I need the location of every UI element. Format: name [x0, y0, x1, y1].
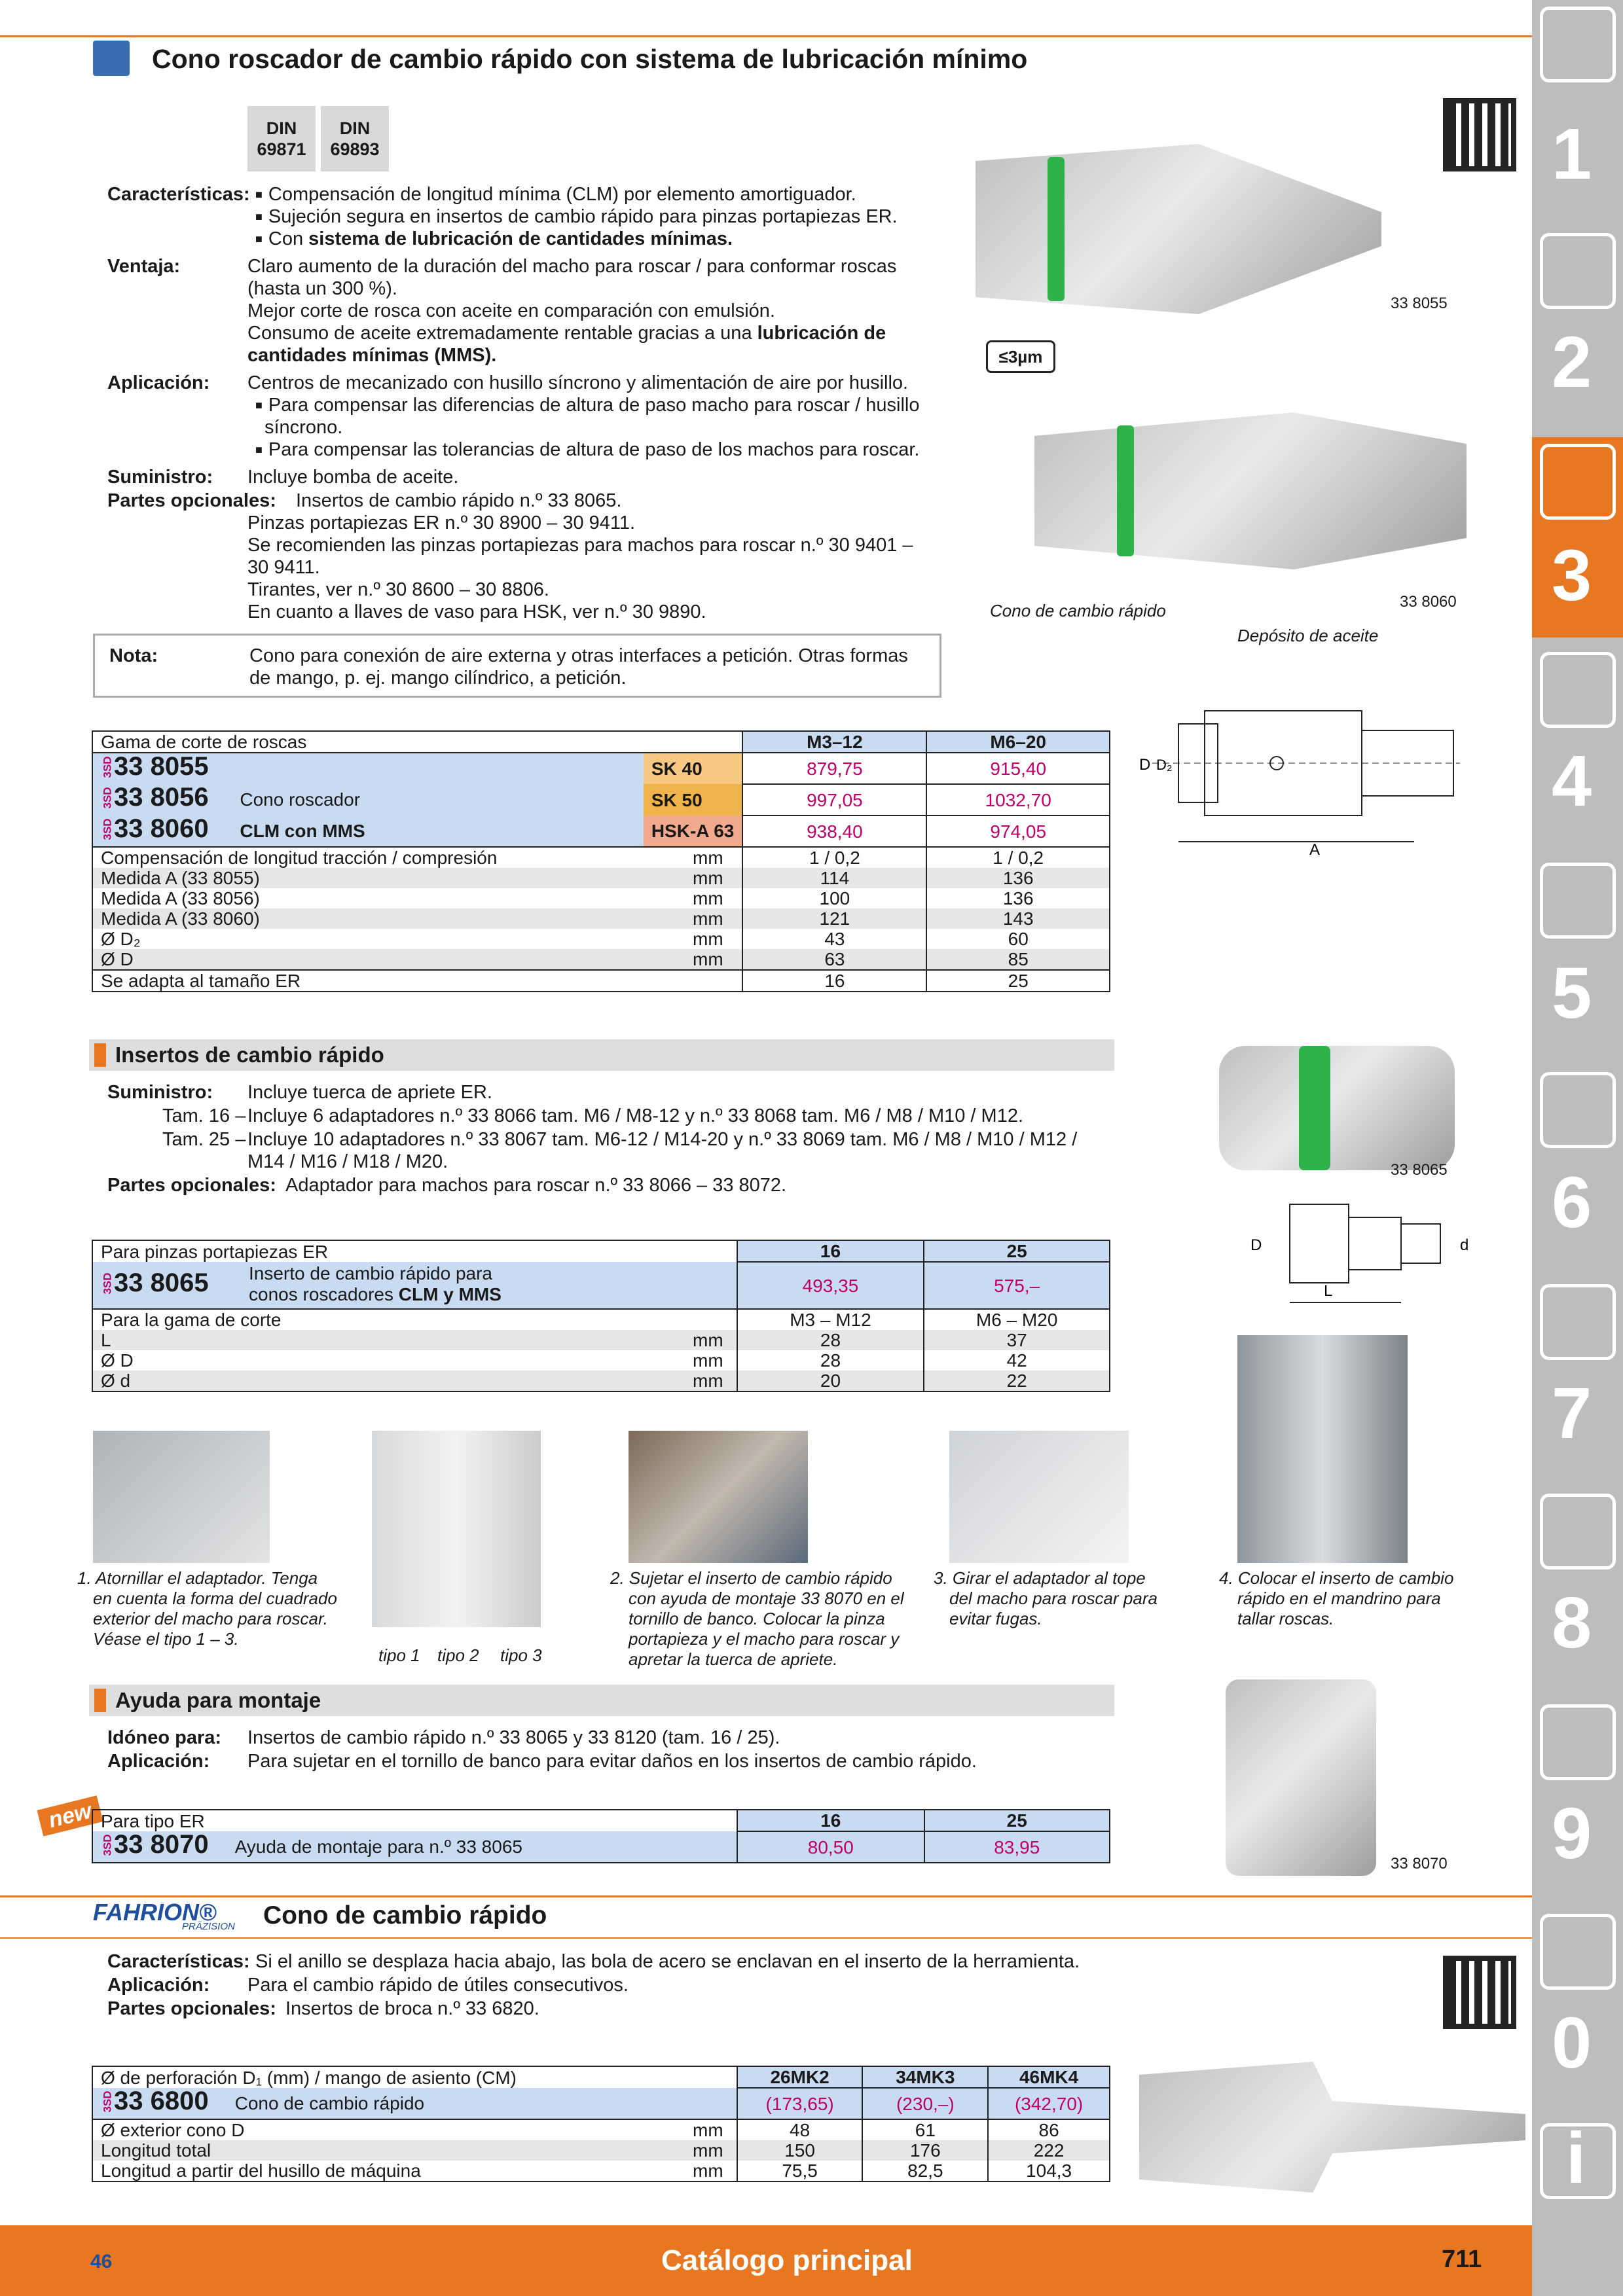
t1-head: Gama de corte de roscas	[92, 731, 742, 753]
spec-row: L mm 28 37	[92, 1330, 1110, 1350]
table-row: 3SD33 8070 Ayuda de montaje para n.º 33 8065 80,50 83,95	[92, 1831, 1110, 1863]
footer-bar	[0, 2225, 1532, 2296]
qr-code-1	[1443, 98, 1516, 171]
spec-row: Ø d mm 20 22	[92, 1371, 1110, 1391]
title-divider-3	[0, 1937, 1532, 1939]
spec-row: Ø D mm 28 42	[92, 1350, 1110, 1371]
mounting-aid-image-338070	[1226, 1679, 1376, 1876]
green-ring-2	[1117, 425, 1134, 556]
spec-row: Ø D₂ mm 43 60	[92, 929, 1110, 949]
spec-row: Medida A (33 8055) mm 114 136	[92, 868, 1110, 888]
step-image-1	[93, 1431, 270, 1563]
wrench-icon[interactable]	[1540, 1072, 1616, 1148]
tab-6[interactable]: 6	[1552, 1162, 1592, 1243]
din-badge-2: DIN 69893	[321, 106, 389, 171]
tab-8[interactable]: 8	[1552, 1583, 1592, 1663]
fahrion-logo: FAHRION® PRÄZISION	[93, 1899, 235, 1933]
workbench-icon[interactable]	[1540, 1494, 1616, 1570]
spec-row: Medida A (33 8060) mm 121 143	[92, 908, 1110, 929]
spec-row: Longitud a partir del husillo de máquina mm 75,5 82,5 104,3	[92, 2161, 1110, 2181]
step-image-types	[372, 1431, 541, 1627]
svg-text:L: L	[1324, 1282, 1333, 1300]
tab-i[interactable]: i	[1566, 2118, 1586, 2198]
table-row: 3SD33 8060 CLM con MMS HSK-A 63 938,40 974,05	[92, 816, 1110, 847]
insert-icon[interactable]	[1540, 233, 1616, 309]
label-338060: 33 8060	[1400, 593, 1457, 611]
label-338055: 33 8055	[1391, 295, 1448, 312]
step-caption-2: 2. Sujetar el inserto de cambio rápido con ayuda de montaje 33 8070 en el tornillo de banco. Colocar la pinza portapieza y el macho para roscar y apretar la tuerca de apriete.	[610, 1568, 904, 1669]
cone-block: Características: Si el anillo se desplaza hacia abajo, las bola de acero se enclavan en el inserto de la herramienta. Aplicación: Para el cambio rápido de útiles consecutivos. Partes opcionales: Insertos de broca n.º 33 6820.	[107, 1951, 1080, 2019]
title-divider-2	[0, 1895, 1532, 1897]
green-ring-3	[1299, 1046, 1330, 1170]
step-image-2	[629, 1431, 808, 1563]
tab-1[interactable]: 1	[1552, 114, 1592, 194]
features-block: Características: ■ Compensación de longitud mínima (CLM) por elemento amortiguador. ■ Sujeción segura en insertos de cambio rápido para pinzas portapiezas ER. ■ Con sistema de lubricación de cantidades mínimas. Ventaja: Claro aumento de la duración del macho para roscar / para conformar roscas (hasta un 300 %). Mejor corte de rosca con aceite en comparación con emulsión. Consumo de aceite extremadamente rentable gracias a una lubricación de cantidades mínimas (MMS). Aplicación: Centros de mecanizado con husillo síncrono y alimentación de aire por husillo. ■ Para compensar las diferencias de altura de paso macho para roscar / husillo síncrono. ■ Para compensar las tolerancias de altura de paso de los machos para roscar. Suministro: Incluye bomba de aceite. Partes opcionales: Insertos de cambio rápido n.º 33 8065. Pinzas portapiezas ER n.º 30 8900 – 30 9411. Se recomienden las pinzas portapiezas para machos para roscar n.º 30 9401 – 30 9411. Tirantes, ver n.º 30 8600 – 30 8806. En cuanto a llaves de vaso para HSK, ver n.º 30 9890.	[107, 183, 958, 628]
mounting-block: Idóneo para: Insertos de cambio rápido n.º 33 8065 y 33 8120 (tam. 16 / 25). Aplicación: Para sujetar en el tornillo de banco para evitar daños en los insertos de cambio rápido.	[107, 1727, 977, 1772]
section-quick-change-inserts: Insertos de cambio rápido	[89, 1039, 1114, 1071]
type-1-label: tipo 1	[378, 1645, 420, 1665]
step-caption-1: 1. Atornillar el adaptador. Tenga en cuenta la forma del cuadrado exterior del macho para roscar. Véase el tipo 1 – 3.	[77, 1568, 337, 1649]
din-badge-1: DIN 69871	[247, 106, 316, 171]
cabinet-icon[interactable]	[1540, 1704, 1616, 1780]
table-row: 3SD33 8055 SK 40 879,75 915,40	[92, 753, 1110, 784]
holder-image-338060	[1034, 412, 1467, 569]
green-ring-1	[1048, 157, 1065, 301]
spec-row: Ø exterior cono D mm 48 61 86	[92, 2119, 1110, 2140]
table-inserts: Para pinzas portapiezas ER 16 25 3SD33 8065 Inserto de cambio rápido para conos roscadores CLM y MMS 493,35 575,– Para la gama de corte M3 – M12 M6 – M20 L mm 28 37 Ø D mm 28 42 Ø d mm 20 22	[92, 1240, 1110, 1392]
dim-D2: D₂	[1156, 757, 1173, 773]
new-badge: new	[37, 1795, 103, 1836]
insert-image-338065	[1219, 1046, 1455, 1170]
table-row: 3SD33 8056 Cono roscador SK 50 997,05 1032,70	[92, 784, 1110, 816]
table-row: 3SD33 8065 Inserto de cambio rápido para conos roscadores CLM y MMS 493,35 575,–	[92, 1262, 1110, 1309]
tolerance-symbol: ≤3µm	[986, 340, 1055, 373]
tap-icon[interactable]	[1540, 444, 1616, 520]
tab-4[interactable]: 4	[1552, 741, 1592, 821]
label-quick-change-cone: Cono de cambio rápido	[990, 601, 1166, 620]
step-caption-3: 3. Girar el adaptador al tope del macho para roscar para evitar fugas.	[934, 1568, 1158, 1628]
cone-image-336800	[1139, 2062, 1525, 2193]
spec-row: Ø D mm 63 85	[92, 949, 1110, 970]
svg-text:d: d	[1460, 1236, 1469, 1254]
footer-title: Catálogo principal	[661, 2244, 913, 2276]
step-image-3	[949, 1431, 1129, 1563]
tab-3[interactable]: 3	[1552, 535, 1592, 616]
dim-A: A	[1309, 841, 1321, 859]
tab-5[interactable]: 5	[1552, 953, 1592, 1033]
spec-row: Medida A (33 8056) mm 100 136	[92, 888, 1110, 908]
technical-drawing-holder	[1139, 698, 1467, 861]
type-3-label: tipo 3	[500, 1645, 542, 1665]
tab-7[interactable]: 7	[1552, 1373, 1592, 1454]
spec-row: Compensación de longitud tracción / compresión mm 1 / 0,2 1 / 0,2	[92, 847, 1110, 868]
tab-2[interactable]: 2	[1552, 322, 1592, 403]
qr-code-2	[1443, 1956, 1516, 2029]
label-oil-reservoir: Depósito de aceite	[1237, 626, 1379, 645]
holder-image-338055	[976, 144, 1381, 314]
tab-9[interactable]: 9	[1552, 1793, 1592, 1874]
header-logo	[93, 41, 130, 76]
page-title: Cono roscador de cambio rápido con sistema de lubricación mínimo	[152, 44, 1028, 74]
page-number-right: 711	[1442, 2246, 1482, 2273]
pliers-icon[interactable]	[1540, 1284, 1616, 1360]
table-cone: Ø de perforación D₁ (mm) / mango de asiento (CM) 26MK2 34MK3 46MK4 3SD33 6800 Cono de cambio rápido (173,65) (230,–) (342,70) Ø exterior cono D mm 48 61 86 Longitud total mm 150 176 222 Longitud a partir del husillo de máquina mm 75,5 82,5 104,3	[92, 2066, 1110, 2182]
caliper-icon[interactable]	[1540, 652, 1616, 728]
step-caption-4: 4. Colocar el inserto de cambio rápido en el mandrino para tallar roscas.	[1219, 1568, 1454, 1628]
inserts-block: Suministro: Incluye tuerca de apriete ER. Tam. 16 – Incluye 6 adaptadores n.º 33 8066 tam. M6 / M8-12 y n.º 33 8068 tam. M6 / M8 / M10 / M12. Tam. 25 – Incluye 10 adaptadores n.º 33 8067 tam. M6-12 / M14-20 y n.º 33 8069 tam. M6 / M8 / M10 / M12 / M14 / M16 / M18 / M20. Partes opcionales: Adaptador para machos para roscar n.º 33 8066 – 33 8072.	[107, 1082, 1078, 1196]
spec-row: Longitud total mm 150 176 222	[92, 2140, 1110, 2161]
type-2-label: tipo 2	[437, 1645, 479, 1665]
dim-D: D	[1139, 756, 1151, 774]
saw-icon[interactable]	[1540, 863, 1616, 939]
title-divider	[0, 35, 1532, 37]
step-image-4	[1237, 1335, 1408, 1563]
spec-row: Para la gama de corte M3 – M12 M6 – M20	[92, 1309, 1110, 1330]
section-mounting-aid: Ayuda para montaje	[89, 1685, 1114, 1716]
table-row: 3SD33 6800 Cono de cambio rápido (173,65) (230,–) (342,70)	[92, 2088, 1110, 2119]
spec-row: Se adapta al tamaño ER 16 25	[92, 970, 1110, 992]
safety-glasses-icon[interactable]	[1540, 1914, 1616, 1990]
technical-drawing-insert	[1244, 1191, 1480, 1309]
section-title-quick-change-cone: Cono de cambio rápido	[263, 1901, 547, 1929]
svg-text:D: D	[1250, 1236, 1262, 1254]
table-mounting-aid: Para tipo ER 16 25 3SD33 8070 Ayuda de montaje para n.º 33 8065 80,50 83,95	[92, 1809, 1110, 1863]
page-number-left: 46	[90, 2251, 113, 2272]
table-holders: Gama de corte de roscas M3–12 M6–20 3SD33 8055 SK 40 879,75 915,40 3SD33 8056 Cono roscador SK 50 997,05 1032,70 3SD33 8060 CLM con MMS HSK-A 63 938,40 974,05 Compensación de longitud tracción / compresión mm 1 / 0,2 1 / 0,2 Medida A (33 8055) mm 114 136 Medida A (33 8056) mm 100 136 Medida A (33 8060) mm 121 143 Ø D₂ mm 43 60 Ø D mm 63 85 Se adapta al tamaño ER 16 25	[92, 730, 1110, 992]
note-box: Nota: Cono para conexión de aire externa y otras interfaces a petición. Otras formas de mango, p. ej. mango cilíndrico, a petición.	[93, 634, 941, 698]
tab-0[interactable]: 0	[1552, 2003, 1592, 2083]
label-338065: 33 8065	[1391, 1161, 1448, 1179]
label-338070: 33 8070	[1391, 1855, 1448, 1873]
drill-icon[interactable]	[1540, 7, 1616, 82]
